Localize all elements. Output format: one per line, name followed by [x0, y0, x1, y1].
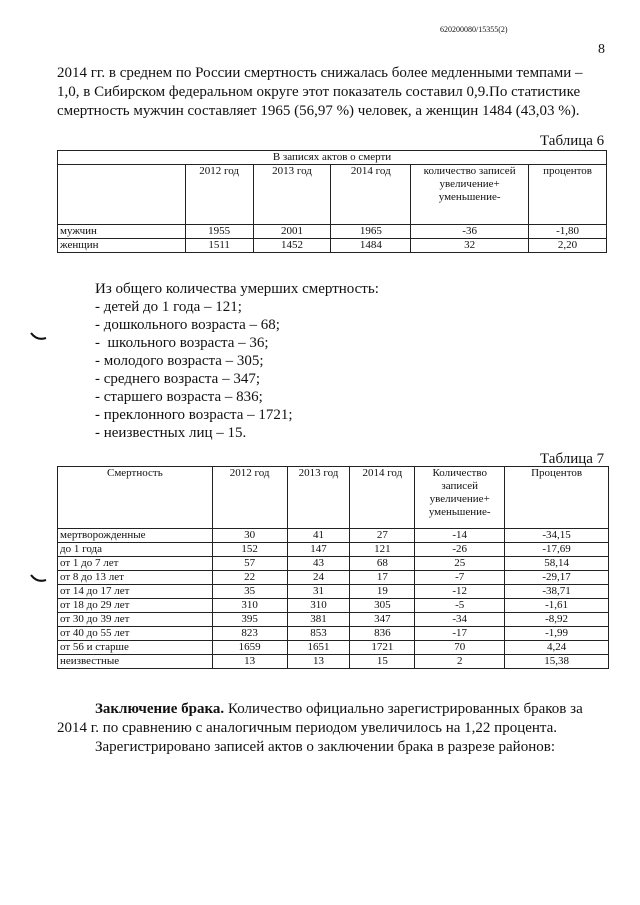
table-cell: 4,24 [505, 641, 609, 655]
table-cell: 381 [287, 613, 350, 627]
table-cell: 853 [287, 627, 350, 641]
intro-paragraph [57, 64, 609, 121]
table-cell: 395 [212, 613, 287, 627]
list-item: - школьного возраста – 36; [95, 335, 269, 351]
table-row [58, 571, 609, 585]
list-item: - неизвестных лиц – 15. [95, 425, 247, 441]
row-label: от 56 и старше [58, 641, 213, 655]
table-row [58, 613, 609, 627]
table-row [58, 655, 609, 669]
table-cell: 310 [212, 599, 287, 613]
table-row [58, 543, 609, 557]
table-cell: 1721 [350, 641, 415, 655]
table-cell: 2,20 [529, 239, 607, 253]
marriage-line [57, 700, 609, 719]
table-row [58, 529, 609, 543]
table-row [58, 599, 609, 613]
table-cell: 25 [415, 557, 505, 571]
table-cell: 1659 [212, 641, 287, 655]
list-item: - детей до 1 года – 121; [95, 299, 242, 315]
mortality-list [95, 280, 379, 442]
table-cell: 31 [287, 585, 350, 599]
table6-header-cell: процентов [529, 165, 607, 225]
table-cell: -5 [415, 599, 505, 613]
row-label: неизвестные [58, 655, 213, 669]
table-cell: -1,99 [505, 627, 609, 641]
table-cell: 57 [212, 557, 287, 571]
table-cell: 1955 [185, 225, 253, 239]
list-item: - дошкольного возраста – 68; [95, 317, 280, 333]
row-label: от 30 до 39 лет [58, 613, 213, 627]
marriage-paragraph [57, 700, 609, 757]
table7-header-cell: Процентов [505, 467, 609, 529]
table7-header-row [58, 467, 609, 529]
table7-header-cell: Смертность [58, 467, 213, 529]
table-cell: 30 [212, 529, 287, 543]
table6-group-header: В записях актов о смерти [58, 151, 607, 165]
table-cell: 15 [350, 655, 415, 669]
list-item: - старшего возраста – 836; [95, 389, 263, 405]
table-row [58, 239, 607, 253]
marriage-line: 2014 г. по сравнению с аналогичным периодом увеличилось на 1,22 процента. [57, 720, 558, 736]
table7-header-cell: 2012 год [212, 467, 287, 529]
table-cell: 152 [212, 543, 287, 557]
table-cell: 147 [287, 543, 350, 557]
table-cell: 305 [350, 599, 415, 613]
table-cell: -29,17 [505, 571, 609, 585]
table-cell: -7 [415, 571, 505, 585]
intro-line: 2014 гг. в среднем по России смертность снижалась более медленными темпами – [57, 65, 583, 81]
table-cell: -17,69 [505, 543, 609, 557]
margin-mark-icon [30, 330, 48, 344]
marriage-heading: Заключение брака. [95, 701, 225, 717]
table-cell: -26 [415, 543, 505, 557]
table-cell: 347 [350, 613, 415, 627]
table-cell: -38,71 [505, 585, 609, 599]
row-label: мертворожденные [58, 529, 213, 543]
row-label: от 1 до 7 лет [58, 557, 213, 571]
table-cell: 1484 [331, 239, 411, 253]
table-row [58, 557, 609, 571]
table-cell: 310 [287, 599, 350, 613]
table-cell: -36 [411, 225, 529, 239]
table-cell: 70 [415, 641, 505, 655]
document-id: 620200080/15355(2) [440, 25, 508, 34]
table-cell: 41 [287, 529, 350, 543]
table-cell: 22 [212, 571, 287, 585]
table-row [58, 225, 607, 239]
table6-empty-cell [58, 165, 186, 225]
table7 [57, 466, 609, 669]
list-item: - молодого возраста – 305; [95, 353, 264, 369]
table6-header-row [58, 165, 607, 225]
table-cell: -1,61 [505, 599, 609, 613]
table6-header-cell: 2012 год [185, 165, 253, 225]
table-cell: -34,15 [505, 529, 609, 543]
table-cell: 823 [212, 627, 287, 641]
table-cell: 836 [350, 627, 415, 641]
intro-line: смертность мужчин составляет 1965 (56,97 %) человек, а женщин 1484 (43,03 %). [57, 103, 580, 119]
table-cell: 2 [415, 655, 505, 669]
list-title: Из общего количества умерших смертность: [95, 281, 379, 297]
list-item: - среднего возраста – 347; [95, 371, 260, 387]
table-cell: 13 [212, 655, 287, 669]
table-cell: -17 [415, 627, 505, 641]
table-cell: 1452 [253, 239, 331, 253]
table-cell: 121 [350, 543, 415, 557]
table6-caption: Таблица 6 [540, 133, 605, 149]
table-row [58, 585, 609, 599]
table7-header-cell: 2014 год [350, 467, 415, 529]
table-cell: 32 [411, 239, 529, 253]
table-cell: -14 [415, 529, 505, 543]
table-cell: -8,92 [505, 613, 609, 627]
table-cell: 68 [350, 557, 415, 571]
table-cell: 1651 [287, 641, 350, 655]
table-cell: 1511 [185, 239, 253, 253]
table-cell: 19 [350, 585, 415, 599]
table6-header-cell: 2014 год [331, 165, 411, 225]
table-row [58, 641, 609, 655]
margin-mark-icon [30, 572, 48, 586]
table-cell: 2001 [253, 225, 331, 239]
table-cell: 58,14 [505, 557, 609, 571]
table-cell: 17 [350, 571, 415, 585]
table-cell: 1965 [331, 225, 411, 239]
table7-caption: Таблица 7 [540, 451, 605, 467]
table6 [57, 150, 607, 253]
row-label: мужчин [58, 225, 186, 239]
row-label: от 18 до 29 лет [58, 599, 213, 613]
row-label: женщин [58, 239, 186, 253]
marriage-text: Количество официально зарегистрированных браков за [224, 701, 583, 717]
table-cell: 27 [350, 529, 415, 543]
row-label: от 40 до 55 лет [58, 627, 213, 641]
table-row [58, 627, 609, 641]
table-cell: 15,38 [505, 655, 609, 669]
list-item: - преклонного возраста – 1721; [95, 407, 293, 423]
table6-group-header-row [58, 151, 607, 165]
table-cell: 13 [287, 655, 350, 669]
table7-header-cell: Количество записей увеличение+ уменьшение- [415, 467, 505, 529]
row-label: от 8 до 13 лет [58, 571, 213, 585]
marriage-line: Зарегистрировано записей актов о заключении брака в разрезе районов: [95, 739, 555, 755]
table-cell: -1,80 [529, 225, 607, 239]
row-label: до 1 года [58, 543, 213, 557]
table-cell: -34 [415, 613, 505, 627]
intro-line: 1,0, в Сибирском федеральном округе этот показатель составил 0,9.По статистике [57, 84, 581, 100]
row-label: от 14 до 17 лет [58, 585, 213, 599]
table6-header-cell: количество записей увеличение+ уменьшение- [411, 165, 529, 225]
table-cell: -12 [415, 585, 505, 599]
table-cell: 35 [212, 585, 287, 599]
table-cell: 43 [287, 557, 350, 571]
table6-header-cell: 2013 год [253, 165, 331, 225]
page-number: 8 [598, 42, 605, 57]
table-cell: 24 [287, 571, 350, 585]
table7-header-cell: 2013 год [287, 467, 350, 529]
